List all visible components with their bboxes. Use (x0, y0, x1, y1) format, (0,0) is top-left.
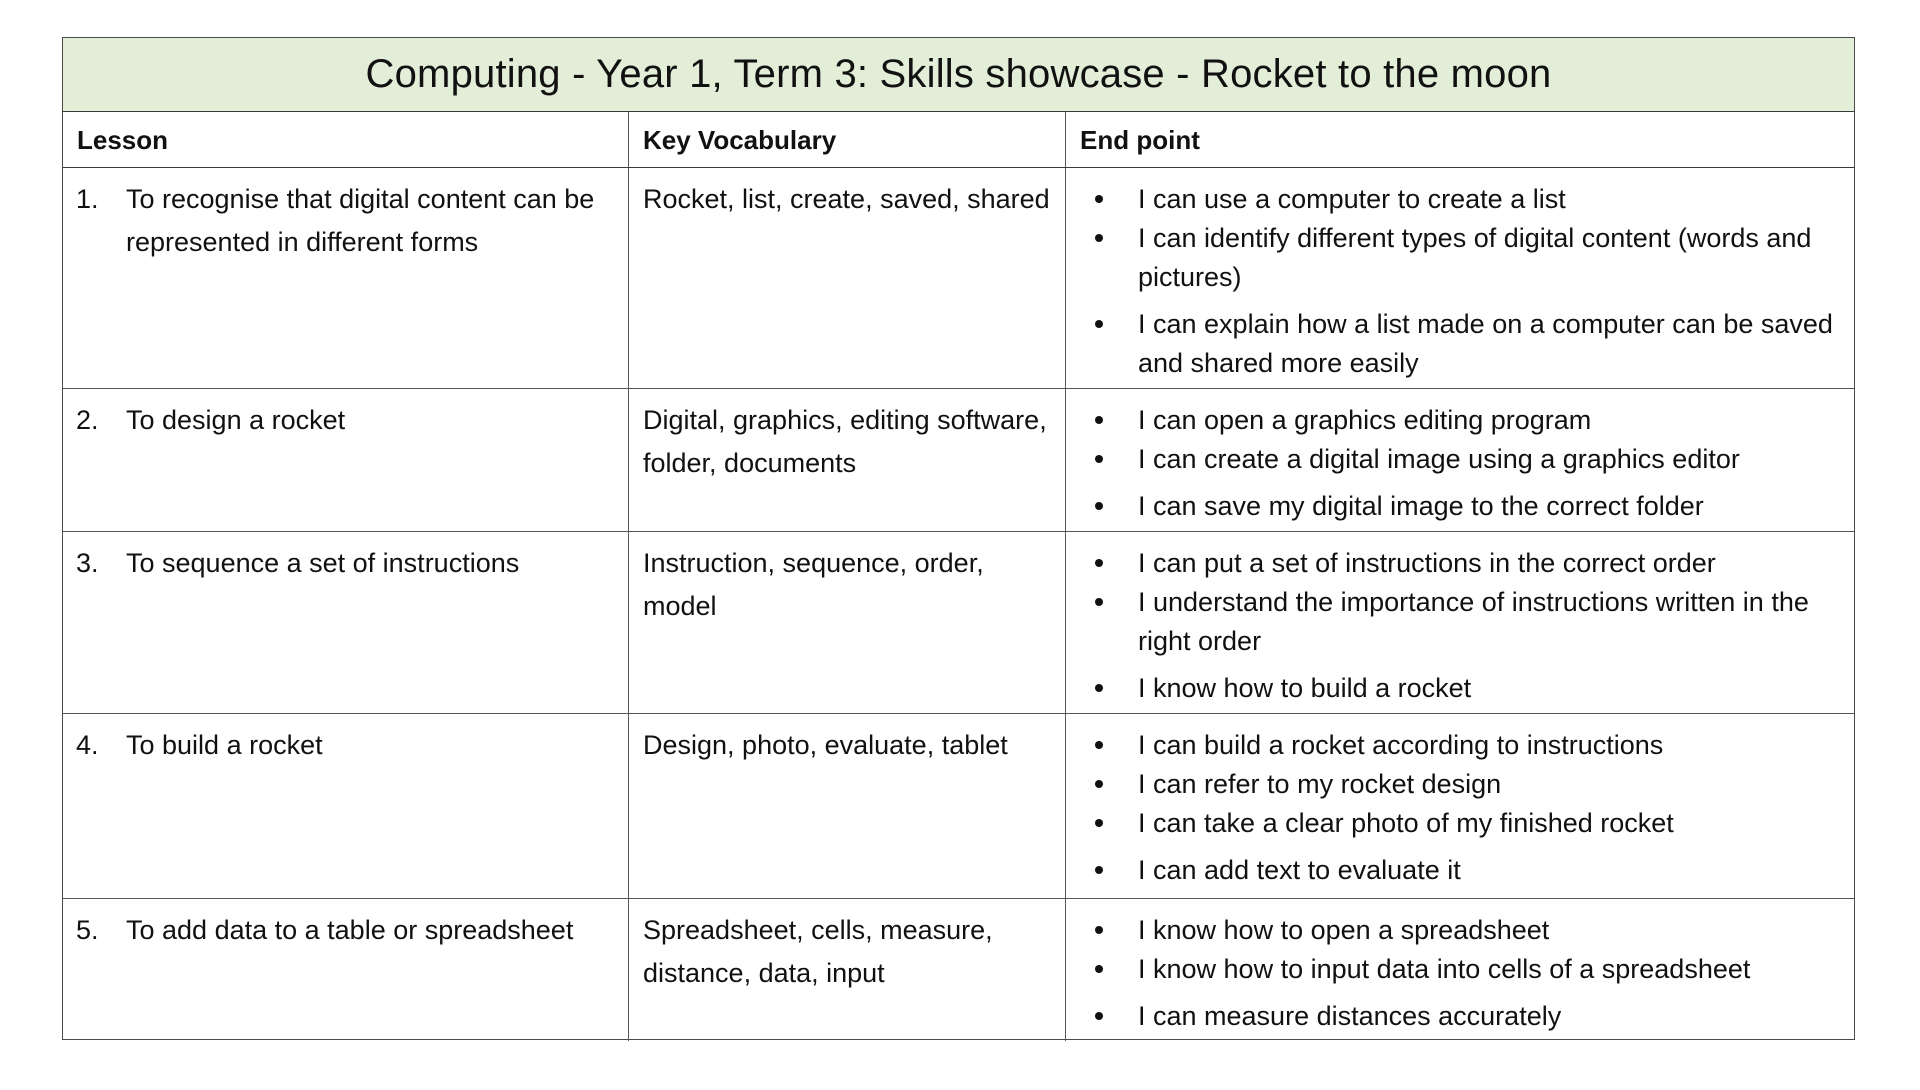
title-bar (63, 38, 1854, 112)
lesson-objective: To sequence a set of instructions (126, 548, 520, 578)
endpoint-item: I can build a rocket according to instructions (1066, 726, 1854, 765)
header-end-point: End point (1080, 125, 1200, 155)
endpoint-list (1066, 726, 1854, 890)
lesson-cell (63, 168, 628, 388)
curriculum-table (62, 37, 1855, 1040)
endpoint-item: I know how to open a spreadsheet (1066, 911, 1854, 950)
lesson-objective: To design a rocket (126, 405, 346, 435)
lesson-objective: To add data to a table or spreadsheet (126, 915, 574, 945)
endpoint-item: I know how to build a rocket (1066, 669, 1854, 708)
bullet-icon (1095, 1012, 1103, 1020)
bullet-icon (1095, 502, 1103, 510)
vocab-cell (628, 168, 1065, 388)
table-row (63, 168, 1854, 389)
lesson-cell (63, 899, 628, 1041)
lesson-objective: To recognise that digital content can be represented in different forms (126, 184, 595, 257)
endpoint-cell (1065, 714, 1854, 898)
bullet-icon (1095, 195, 1103, 203)
endpoint-cell (1065, 389, 1854, 531)
lesson-cell (63, 714, 628, 898)
bullet-icon (1095, 965, 1103, 973)
endpoint-list (1066, 180, 1854, 383)
vocab-cell (628, 899, 1065, 1041)
bullet-icon (1095, 416, 1103, 424)
endpoint-item: I can measure distances accurately (1066, 997, 1854, 1036)
lesson-objective: To build a rocket (126, 730, 323, 760)
endpoint-item: I can put a set of instructions in the correct order (1066, 544, 1854, 583)
endpoint-list (1066, 911, 1854, 1036)
bullet-icon (1095, 684, 1103, 692)
endpoint-item: I can open a graphics editing program (1066, 401, 1854, 440)
bullet-icon (1095, 455, 1103, 463)
bullet-icon (1095, 741, 1103, 749)
key-vocabulary: Spreadsheet, cells, measure, distance, data, input (643, 915, 993, 988)
header-lesson: Lesson (77, 125, 169, 155)
bullet-icon (1095, 320, 1103, 328)
bullet-icon (1095, 926, 1103, 934)
vocab-cell (628, 714, 1065, 898)
page-title: Computing - Year 1, Term 3: Skills showcase - Rocket to the moon (365, 52, 1552, 96)
bullet-icon (1095, 780, 1103, 788)
bullet-icon (1095, 598, 1103, 606)
header-key-vocabulary: Key Vocabulary (643, 125, 837, 155)
lesson-number: 1. (76, 184, 99, 214)
endpoint-item: I can explain how a list made on a computer can be saved and shared more easily (1066, 305, 1854, 383)
table-row (63, 532, 1854, 714)
bullet-icon (1095, 819, 1103, 827)
table-row (63, 389, 1854, 532)
endpoint-item: I know how to input data into cells of a spreadsheet (1066, 950, 1854, 989)
header-cell-endpoint (1065, 112, 1854, 167)
vocab-cell (628, 389, 1065, 531)
endpoint-cell (1065, 168, 1854, 388)
endpoint-cell (1065, 532, 1854, 713)
bullet-icon (1095, 559, 1103, 567)
key-vocabulary: Rocket, list, create, saved, shared (643, 184, 1050, 214)
bullet-icon (1095, 234, 1103, 242)
endpoint-cell (1065, 899, 1854, 1041)
endpoint-item: I can save my digital image to the correct folder (1066, 487, 1854, 526)
endpoint-list (1066, 401, 1854, 526)
lesson-number: 4. (76, 730, 99, 760)
header-cell-vocab (628, 112, 1065, 167)
endpoint-item: I can create a digital image using a graphics editor (1066, 440, 1854, 479)
endpoint-item: I can identify different types of digital content (words and pictures) (1066, 219, 1854, 297)
table-header-row (63, 112, 1854, 168)
endpoint-item: I can take a clear photo of my finished rocket (1066, 804, 1854, 843)
endpoint-item: I can use a computer to create a list (1066, 180, 1854, 219)
table-row (63, 899, 1854, 1041)
key-vocabulary: Instruction, sequence, order, model (643, 548, 984, 621)
endpoint-item: I understand the importance of instructions written in the right order (1066, 583, 1854, 661)
vocab-cell (628, 532, 1065, 713)
lesson-number: 3. (76, 548, 99, 578)
header-cell-lesson (63, 112, 628, 167)
lesson-cell (63, 532, 628, 713)
endpoint-item: I can add text to evaluate it (1066, 851, 1854, 890)
endpoint-item: I can refer to my rocket design (1066, 765, 1854, 804)
endpoint-list (1066, 544, 1854, 708)
key-vocabulary: Digital, graphics, editing software, folder, documents (643, 405, 1047, 478)
key-vocabulary: Design, photo, evaluate, tablet (643, 730, 1008, 760)
lesson-cell (63, 389, 628, 531)
table-row (63, 714, 1854, 899)
lesson-number: 5. (76, 915, 99, 945)
bullet-icon (1095, 866, 1103, 874)
lesson-number: 2. (76, 405, 99, 435)
